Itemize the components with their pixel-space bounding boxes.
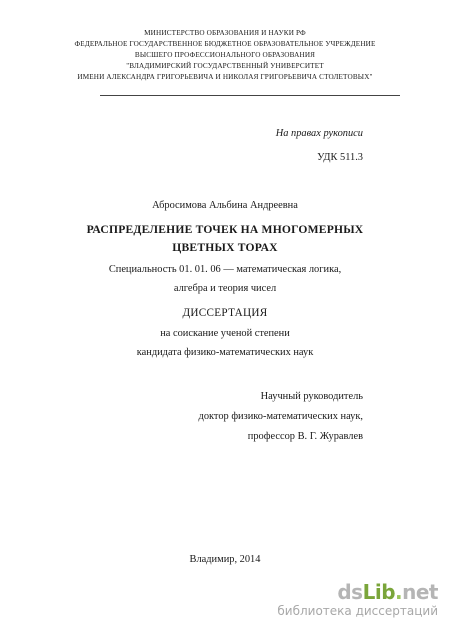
advisor-name: профессор В. Г. Журавлев [247,431,363,442]
header-divider [100,95,400,96]
header-line-university: "ВЛАДИМИРСКИЙ ГОСУДАРСТВЕННЫЙ УНИВЕРСИТЕТ [126,62,324,70]
dslib-watermark[interactable] [277,582,438,618]
udk-code: УДК 511.3 [317,152,363,163]
header-line-ministry: МИНИСТЕРСТВО ОБРАЗОВАНИЯ И НАУКИ РФ [144,29,306,37]
document-type: ДИССЕРТАЦИЯ [182,307,268,319]
degree-line-2: кандидата физико-математических наук [136,347,314,358]
header-line-institution-type: ФЕДЕРАЛЬНОЕ ГОСУДАРСТВЕННОЕ БЮДЖЕТНОЕ ОБРАЗОВАТЕЛЬНОЕ УЧРЕЖДЕНИЕ [74,40,376,48]
logo-dot: . [395,580,403,604]
logo-lib: Lib [362,580,396,604]
degree-line-1: на соискание ученой степени [160,328,290,339]
ministry-header [0,28,450,83]
author-name: Абросимова Альбина Андреевна [152,200,298,211]
dslib-logo [277,582,438,602]
thesis-title-line-1: РАСПРЕДЕЛЕНИЕ ТОЧЕК НА МНОГОМЕРНЫХ [86,223,364,236]
rights-note: На правах рукописи [275,128,363,139]
advisor-degree: доктор физико-математических наук, [198,411,363,422]
header-line-named-after: ИМЕНИ АЛЕКСАНДРА ГРИГОРЬЕВИЧА И НИКОЛАЯ ГРИГОРЬЕВИЧА СТОЛЕТОВЫХ" [77,73,373,81]
logo-ds: ds [337,580,363,604]
advisor-role: Научный руководитель [260,391,363,402]
specialty-line-1: Специальность 01. 01. 06 — математическая логика, [108,264,342,275]
city-year: Владимир, 2014 [189,554,261,565]
watermark-subtitle: библиотека диссертаций [277,604,438,618]
header-line-education-level: ВЫСШЕГО ПРОФЕССИОНАЛЬНОГО ОБРАЗОВАНИЯ [134,51,316,59]
specialty-line-2: алгебра и теория чисел [173,283,277,294]
logo-net: net [402,580,438,604]
thesis-title-line-2: ЦВЕТНЫХ ТОРАХ [172,241,278,254]
